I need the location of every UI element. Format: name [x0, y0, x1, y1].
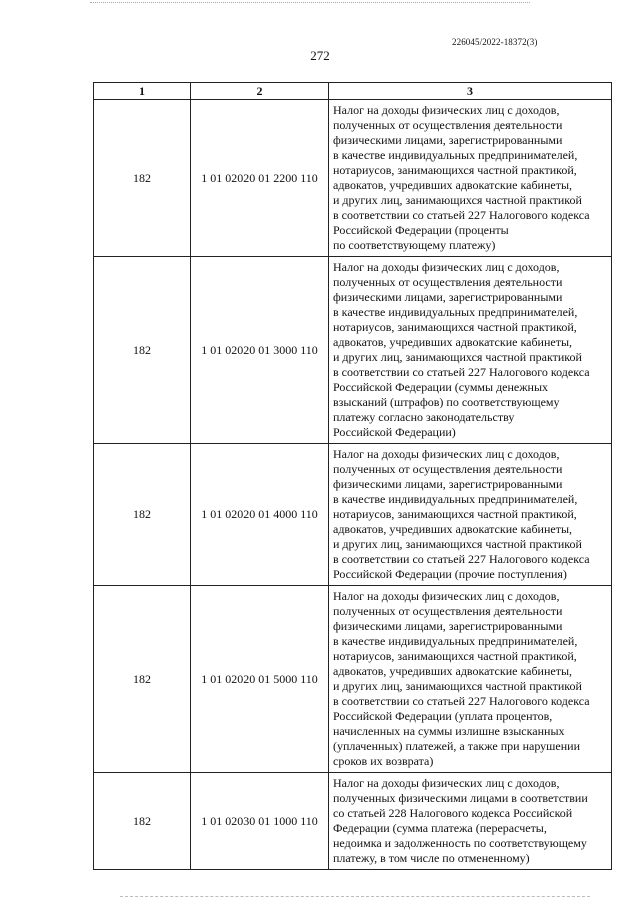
budget-classification-code: 1 01 02030 01 1000 110	[191, 773, 329, 870]
description-line: платежу согласно законодательству	[333, 410, 515, 424]
description-line: недоимка и задолженность по соответствующему	[333, 836, 587, 850]
column-header-3: 3	[329, 83, 612, 100]
description-line: в качестве индивидуальных предпринимателей,	[333, 634, 578, 648]
description-line: физическими лицами, зарегистрированными	[333, 133, 563, 147]
revenue-description	[329, 586, 612, 773]
document-id: 226045/2022-18372(3)	[452, 37, 538, 47]
description-line: Налог на доходы физических лиц с доходов,	[333, 776, 560, 790]
description-line: адвокатов, учредивших адвокатские кабинеты,	[333, 335, 573, 349]
description-line: сроков их возврата)	[333, 754, 434, 768]
description-line: и других лиц, занимающихся частной практикой	[333, 537, 582, 551]
page-number: 272	[310, 48, 330, 63]
description-line: адвокатов, учредивших адвокатские кабинеты,	[333, 178, 573, 192]
description-line: со статьей 228 Налогового кодекса Российской	[333, 806, 573, 820]
description-line: в соответствии со статьей 227 Налогового кодекса	[333, 552, 590, 566]
description-line: в качестве индивидуальных предпринимателей,	[333, 305, 578, 319]
table-row	[94, 773, 612, 870]
description-line: Налог на доходы физических лиц с доходов,	[333, 589, 560, 603]
administrator-code: 182	[94, 100, 191, 257]
description-line: Федерации (сумма платежа (перерасчеты,	[333, 821, 547, 835]
description-line: Налог на доходы физических лиц с доходов,	[333, 447, 560, 461]
budget-codes-table	[93, 82, 612, 870]
description-line: в качестве индивидуальных предпринимателей,	[333, 492, 578, 506]
description-line: Налог на доходы физических лиц с доходов,	[333, 103, 560, 117]
administrator-code: 182	[94, 773, 191, 870]
description-line: в соответствии со статьей 227 Налогового кодекса	[333, 365, 590, 379]
table-row	[94, 444, 612, 586]
budget-classification-code: 1 01 02020 01 4000 110	[191, 444, 329, 586]
description-line: платежу, в том числе по отмененному)	[333, 851, 530, 865]
revenue-description	[329, 257, 612, 444]
description-line: и других лиц, занимающихся частной практикой	[333, 350, 582, 364]
revenue-description	[329, 773, 612, 870]
description-line: в соответствии со статьей 227 Налогового кодекса	[333, 208, 590, 222]
description-line: полученных физическими лицами в соответствии	[333, 791, 588, 805]
description-line: взысканий (штрафов) по соответствующему	[333, 395, 560, 409]
description-line: полученных от осуществления деятельности	[333, 462, 563, 476]
column-header-2: 2	[191, 83, 329, 100]
administrator-code: 182	[94, 586, 191, 773]
scan-edge-top	[90, 2, 530, 3]
description-line: нотариусов, занимающихся частной практикой,	[333, 163, 577, 177]
scan-edge-bottom	[120, 896, 590, 897]
revenue-description	[329, 444, 612, 586]
description-line: Российской Федерации)	[333, 425, 456, 439]
description-line: нотариусов, занимающихся частной практикой,	[333, 320, 577, 334]
budget-classification-code: 1 01 02020 01 3000 110	[191, 257, 329, 444]
description-line: нотариусов, занимающихся частной практикой,	[333, 507, 577, 521]
administrator-code: 182	[94, 257, 191, 444]
table-row	[94, 100, 612, 257]
description-line: начисленных на суммы излишне взысканных	[333, 724, 565, 738]
description-line: адвокатов, учредивших адвокатские кабинеты,	[333, 522, 573, 536]
column-header-1: 1	[94, 83, 191, 100]
description-line: полученных от осуществления деятельности	[333, 118, 563, 132]
description-line: по соответствующему платежу)	[333, 238, 496, 252]
description-line: в соответствии со статьей 227 Налогового кодекса	[333, 694, 590, 708]
description-line: (уплаченных) платежей, а также при нарушении	[333, 739, 580, 753]
description-line: Российской Федерации (суммы денежных	[333, 380, 549, 394]
description-line: и других лиц, занимающихся частной практикой	[333, 193, 582, 207]
table-header-row	[94, 83, 612, 100]
description-line: и других лиц, занимающихся частной практикой	[333, 679, 582, 693]
table-row	[94, 257, 612, 444]
budget-classification-code: 1 01 02020 01 5000 110	[191, 586, 329, 773]
description-line: Российской Федерации (уплата процентов,	[333, 709, 553, 723]
description-line: в качестве индивидуальных предпринимателей,	[333, 148, 578, 162]
table-row	[94, 586, 612, 773]
description-line: адвокатов, учредивших адвокатские кабинеты,	[333, 664, 573, 678]
description-line: Российской Федерации (прочие поступления)	[333, 567, 567, 581]
description-line: физическими лицами, зарегистрированными	[333, 477, 563, 491]
description-line: полученных от осуществления деятельности	[333, 604, 563, 618]
description-line: физическими лицами, зарегистрированными	[333, 290, 563, 304]
revenue-description	[329, 100, 612, 257]
description-line: нотариусов, занимающихся частной практикой,	[333, 649, 577, 663]
description-line: Налог на доходы физических лиц с доходов,	[333, 260, 560, 274]
description-line: физическими лицами, зарегистрированными	[333, 619, 563, 633]
description-line: Российской Федерации (проценты	[333, 223, 509, 237]
budget-classification-code: 1 01 02020 01 2200 110	[191, 100, 329, 257]
description-line: полученных от осуществления деятельности	[333, 275, 563, 289]
administrator-code: 182	[94, 444, 191, 586]
